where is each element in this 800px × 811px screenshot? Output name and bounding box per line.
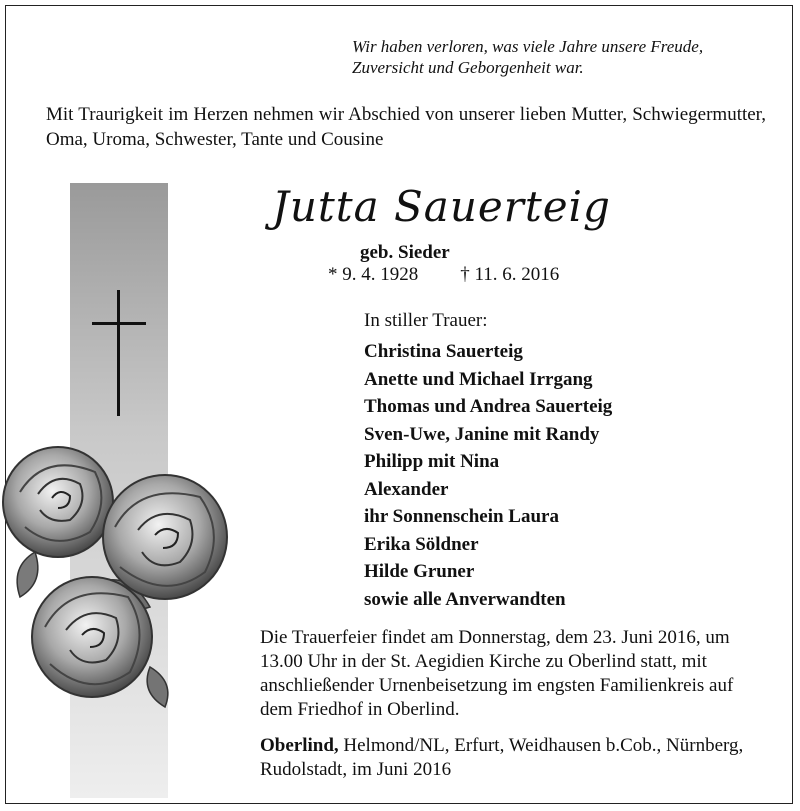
- place-rest: Helmond/NL, Erfurt, Weidhausen b.Cob., Nürnberg, Rudolstadt, im Juni 2016: [260, 735, 744, 780]
- mourner-item: Anette und Michael Irrgang: [364, 368, 593, 390]
- mourner-item: Alexander: [364, 478, 449, 500]
- rose-bottom: [32, 577, 152, 697]
- cross-icon: [92, 290, 146, 416]
- mourner-item: Sven-Uwe, Janine mit Randy: [364, 423, 600, 445]
- rose-top-left: [3, 447, 113, 557]
- mourner-item: Christina Sauerteig: [364, 341, 523, 362]
- born-name: geb. Sieder: [360, 242, 450, 263]
- intro-text: Mit Traurigkeit im Herzen nehmen wir Abschied von unserer lieben Mutter, Schwiegermutter, Oma, Uroma, Schwester, Tante und Cousine: [46, 104, 766, 150]
- mourner-item: Thomas und Andrea Sauerteig: [364, 396, 613, 417]
- mourner-item: sowie alle Anverwandten: [364, 588, 566, 610]
- mourners-list: [364, 338, 612, 613]
- birth-date: * 9. 4. 1928: [328, 264, 419, 285]
- life-dates: [328, 264, 559, 286]
- death-date: † 11. 6. 2016: [460, 264, 560, 285]
- funeral-notice: Die Trauerfeier findet am Donnerstag, dem 23. Juni 2016, um 13.00 Uhr in der St. Aegidien Kirche zu Oberlind statt, mit anschließender Urnenbeisetzung im engsten Familienkreis auf dem Friedhof in Oberlind.: [260, 627, 734, 720]
- rose-right: [103, 475, 227, 599]
- mourner-item: ihr Sonnenschein Laura: [364, 506, 559, 527]
- place-and-date: [260, 734, 756, 782]
- motto: [352, 36, 772, 78]
- place-town: Oberlind,: [260, 735, 339, 756]
- roses-image: [0, 432, 245, 712]
- motto-line-1: Wir haben verloren, was viele Jahre unsere Freude,: [352, 37, 704, 56]
- mourner-item: Philipp mit Nina: [364, 451, 500, 472]
- motto-line-2: Zuversicht und Geborgenheit war.: [352, 58, 584, 77]
- deceased-name: Jutta Sauerteig: [272, 182, 611, 231]
- mourning-label: In stiller Trauer:: [364, 310, 488, 331]
- mourner-item: Erika Söldner: [364, 533, 479, 555]
- mourner-item: Hilde Gruner: [364, 561, 475, 582]
